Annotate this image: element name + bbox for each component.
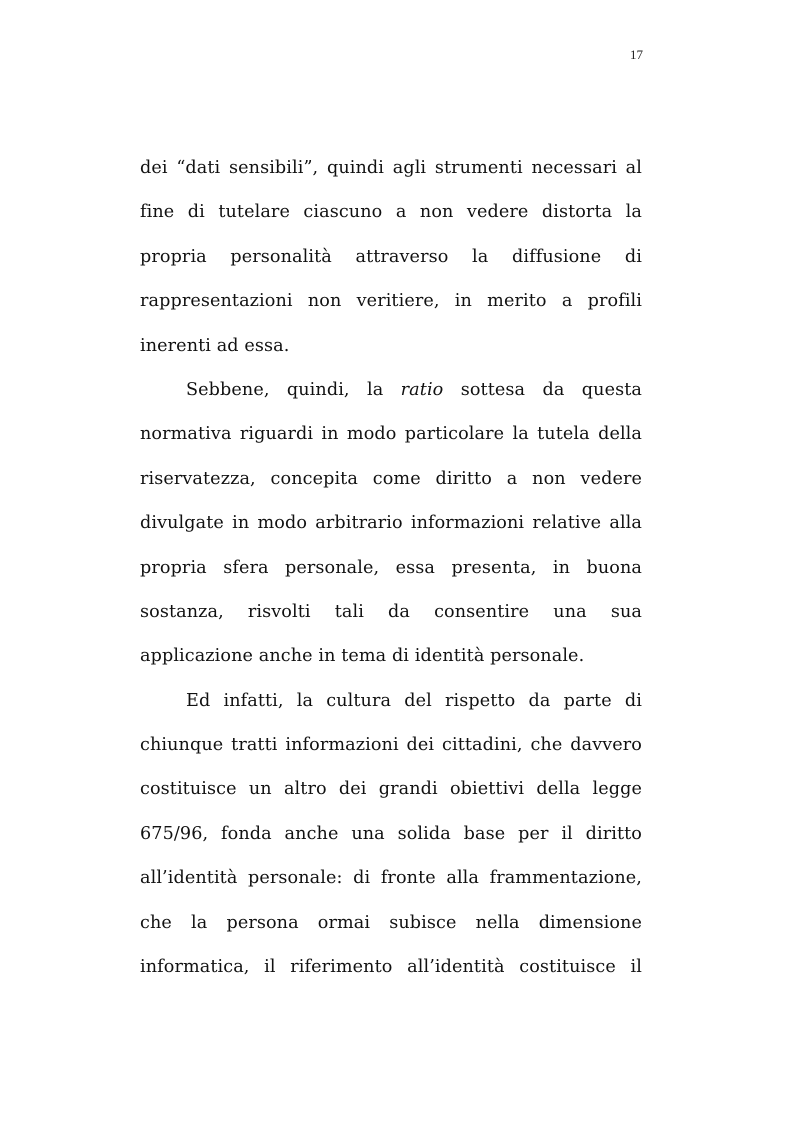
text-line: all’identità personale: di fronte alla frammentazione, [140,868,642,889]
text-segment: Sebbene, quindi, la [186,379,384,400]
body-text [140,146,642,989]
text-line: rappresentazioni non veritiere, in merito a profili [140,291,642,312]
text-line: normativa riguardi in modo particolare la tutela della [140,424,642,445]
text-line: propria personalità attraverso la diffusione di [140,246,642,267]
text-line: 675/96, fonda anche una solida base per il diritto [140,823,642,844]
text-line: applicazione anche in tema di identità personale. [140,646,585,667]
text-line: chiunque tratti informazioni dei cittadini, che davvero [140,735,642,756]
text-line: sostanza, risvolti tali da consentire una sua [140,601,642,622]
italic-term: ratio [400,379,444,400]
text-line: che la persona ormai subisce nella dimensione [140,912,642,933]
paragraph-1 [140,146,642,368]
text-line: fine di tutelare ciascuno a non vedere distorta la [140,202,642,223]
text-line [140,368,642,412]
text-segment: sottesa da questa [460,379,642,400]
text-line: dei “dati sensibili”, quindi agli strumenti necessari al [140,158,642,178]
page-number: 17 [630,47,643,62]
paragraph-2 [140,368,642,679]
text-line: inerenti ad essa. [140,335,290,356]
text-line: informatica, il riferimento all’identità costituisce il [140,957,642,978]
text-line: costituisce un altro dei grandi obiettivi della legge [140,779,642,800]
text-line: propria sfera personale, essa presenta, in buona [140,557,642,578]
text-line: Ed infatti, la cultura del rispetto da parte di [186,690,642,711]
text-line: riservatezza, concepita come diritto a non vedere [140,468,642,489]
paragraph-3 [140,679,642,990]
text-line: divulgate in modo arbitrario informazioni relative alla [140,513,642,534]
